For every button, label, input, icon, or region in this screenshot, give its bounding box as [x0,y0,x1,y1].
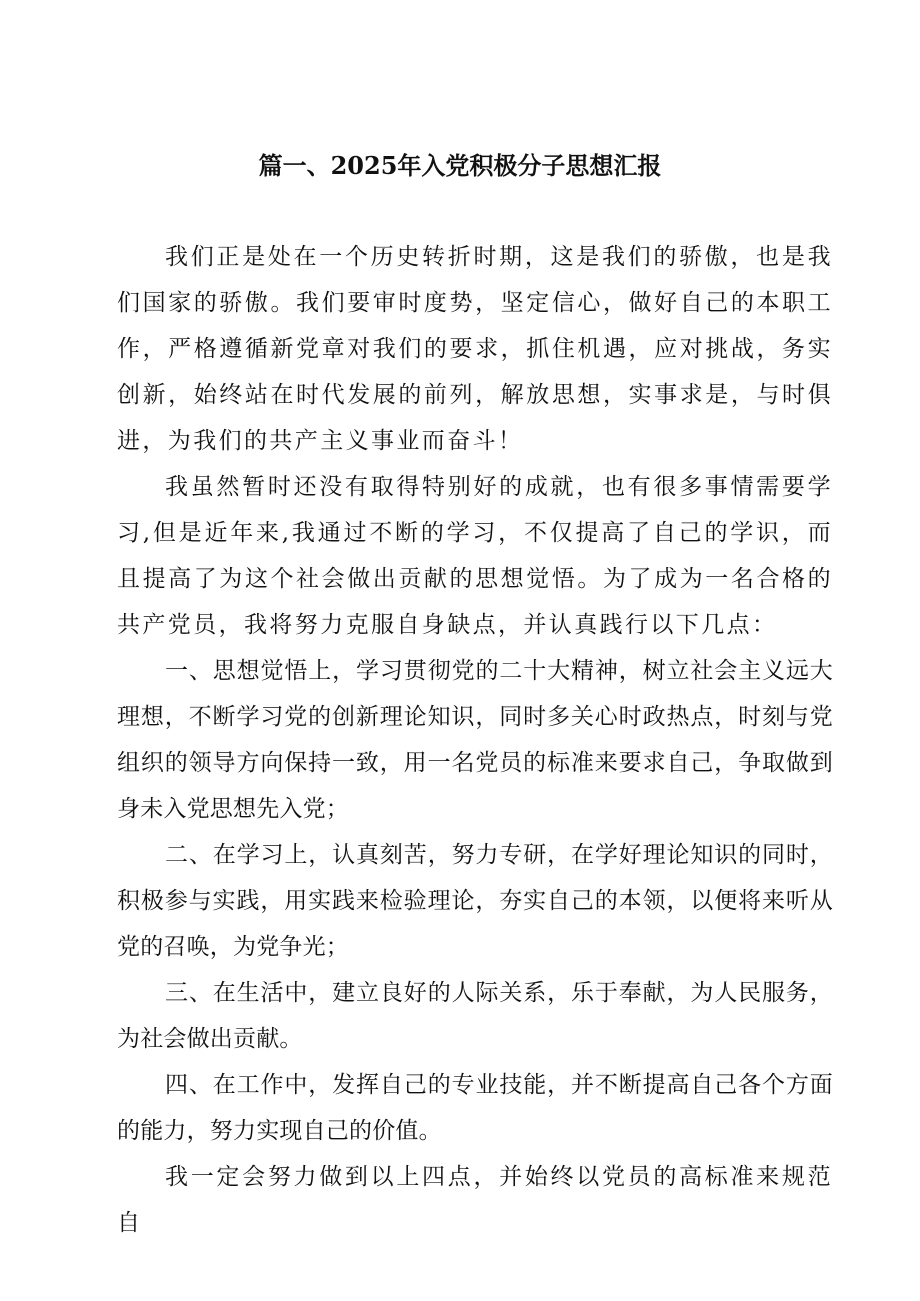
paragraph-point-one: 一、思想觉悟上，学习贯彻党的二十大精神，树立社会主义远大理想，不断学习党的创新理论知识，同时多关心时政热点，时刻与党组织的领导方向保持一致，用一名党员的标准来要求自己，争取做到身未入党思想先入党； [117,658,833,822]
document-title: 篇一、2025年入党积极分子思想汇报 [258,151,662,180]
paragraph-point-two: 二、在学习上，认真刻苦，努力专研，在学好理论知识的同时，积极参与实践，用实践来检验理论，夯实自己的本领，以便将来听从党的召唤，为党争光； [117,842,833,960]
paragraph-point-four: 四、在工作中，发挥自己的专业技能，并不断提高自己各个方面的能力，努力实现自己的价值。 [117,1072,833,1144]
document-body [117,234,833,1246]
paragraph-commitment: 我虽然暂时还没有取得特别好的成就，也有很多事情需要学习,但是近年来,我通过不断的学习，不仅提高了自己的学识，而且提高了为这个社会做出贡献的思想觉悟。为了成为一名合格的共产党员，我将努力克服自身缺点，并认真践行以下几点： [117,474,833,638]
paragraph-closing: 我一定会努力做到以上四点，并始终以党员的高标准来规范自 [117,1164,833,1236]
paragraph-intro: 我们正是处在一个历史转折时期，这是我们的骄傲，也是我们国家的骄傲。我们要审时度势，坚定信心，做好自己的本职工作，严格遵循新党章对我们的要求，抓住机遇，应对挑战，务实创新，始终站在时代发展的前列，解放思想，实事求是，与时俱进，为我们的共产主义事业而奋斗！ [117,244,833,454]
paragraph-point-three: 三、在生活中，建立良好的人际关系，乐于奉献，为人民服务，为社会做出贡献。 [117,980,833,1052]
